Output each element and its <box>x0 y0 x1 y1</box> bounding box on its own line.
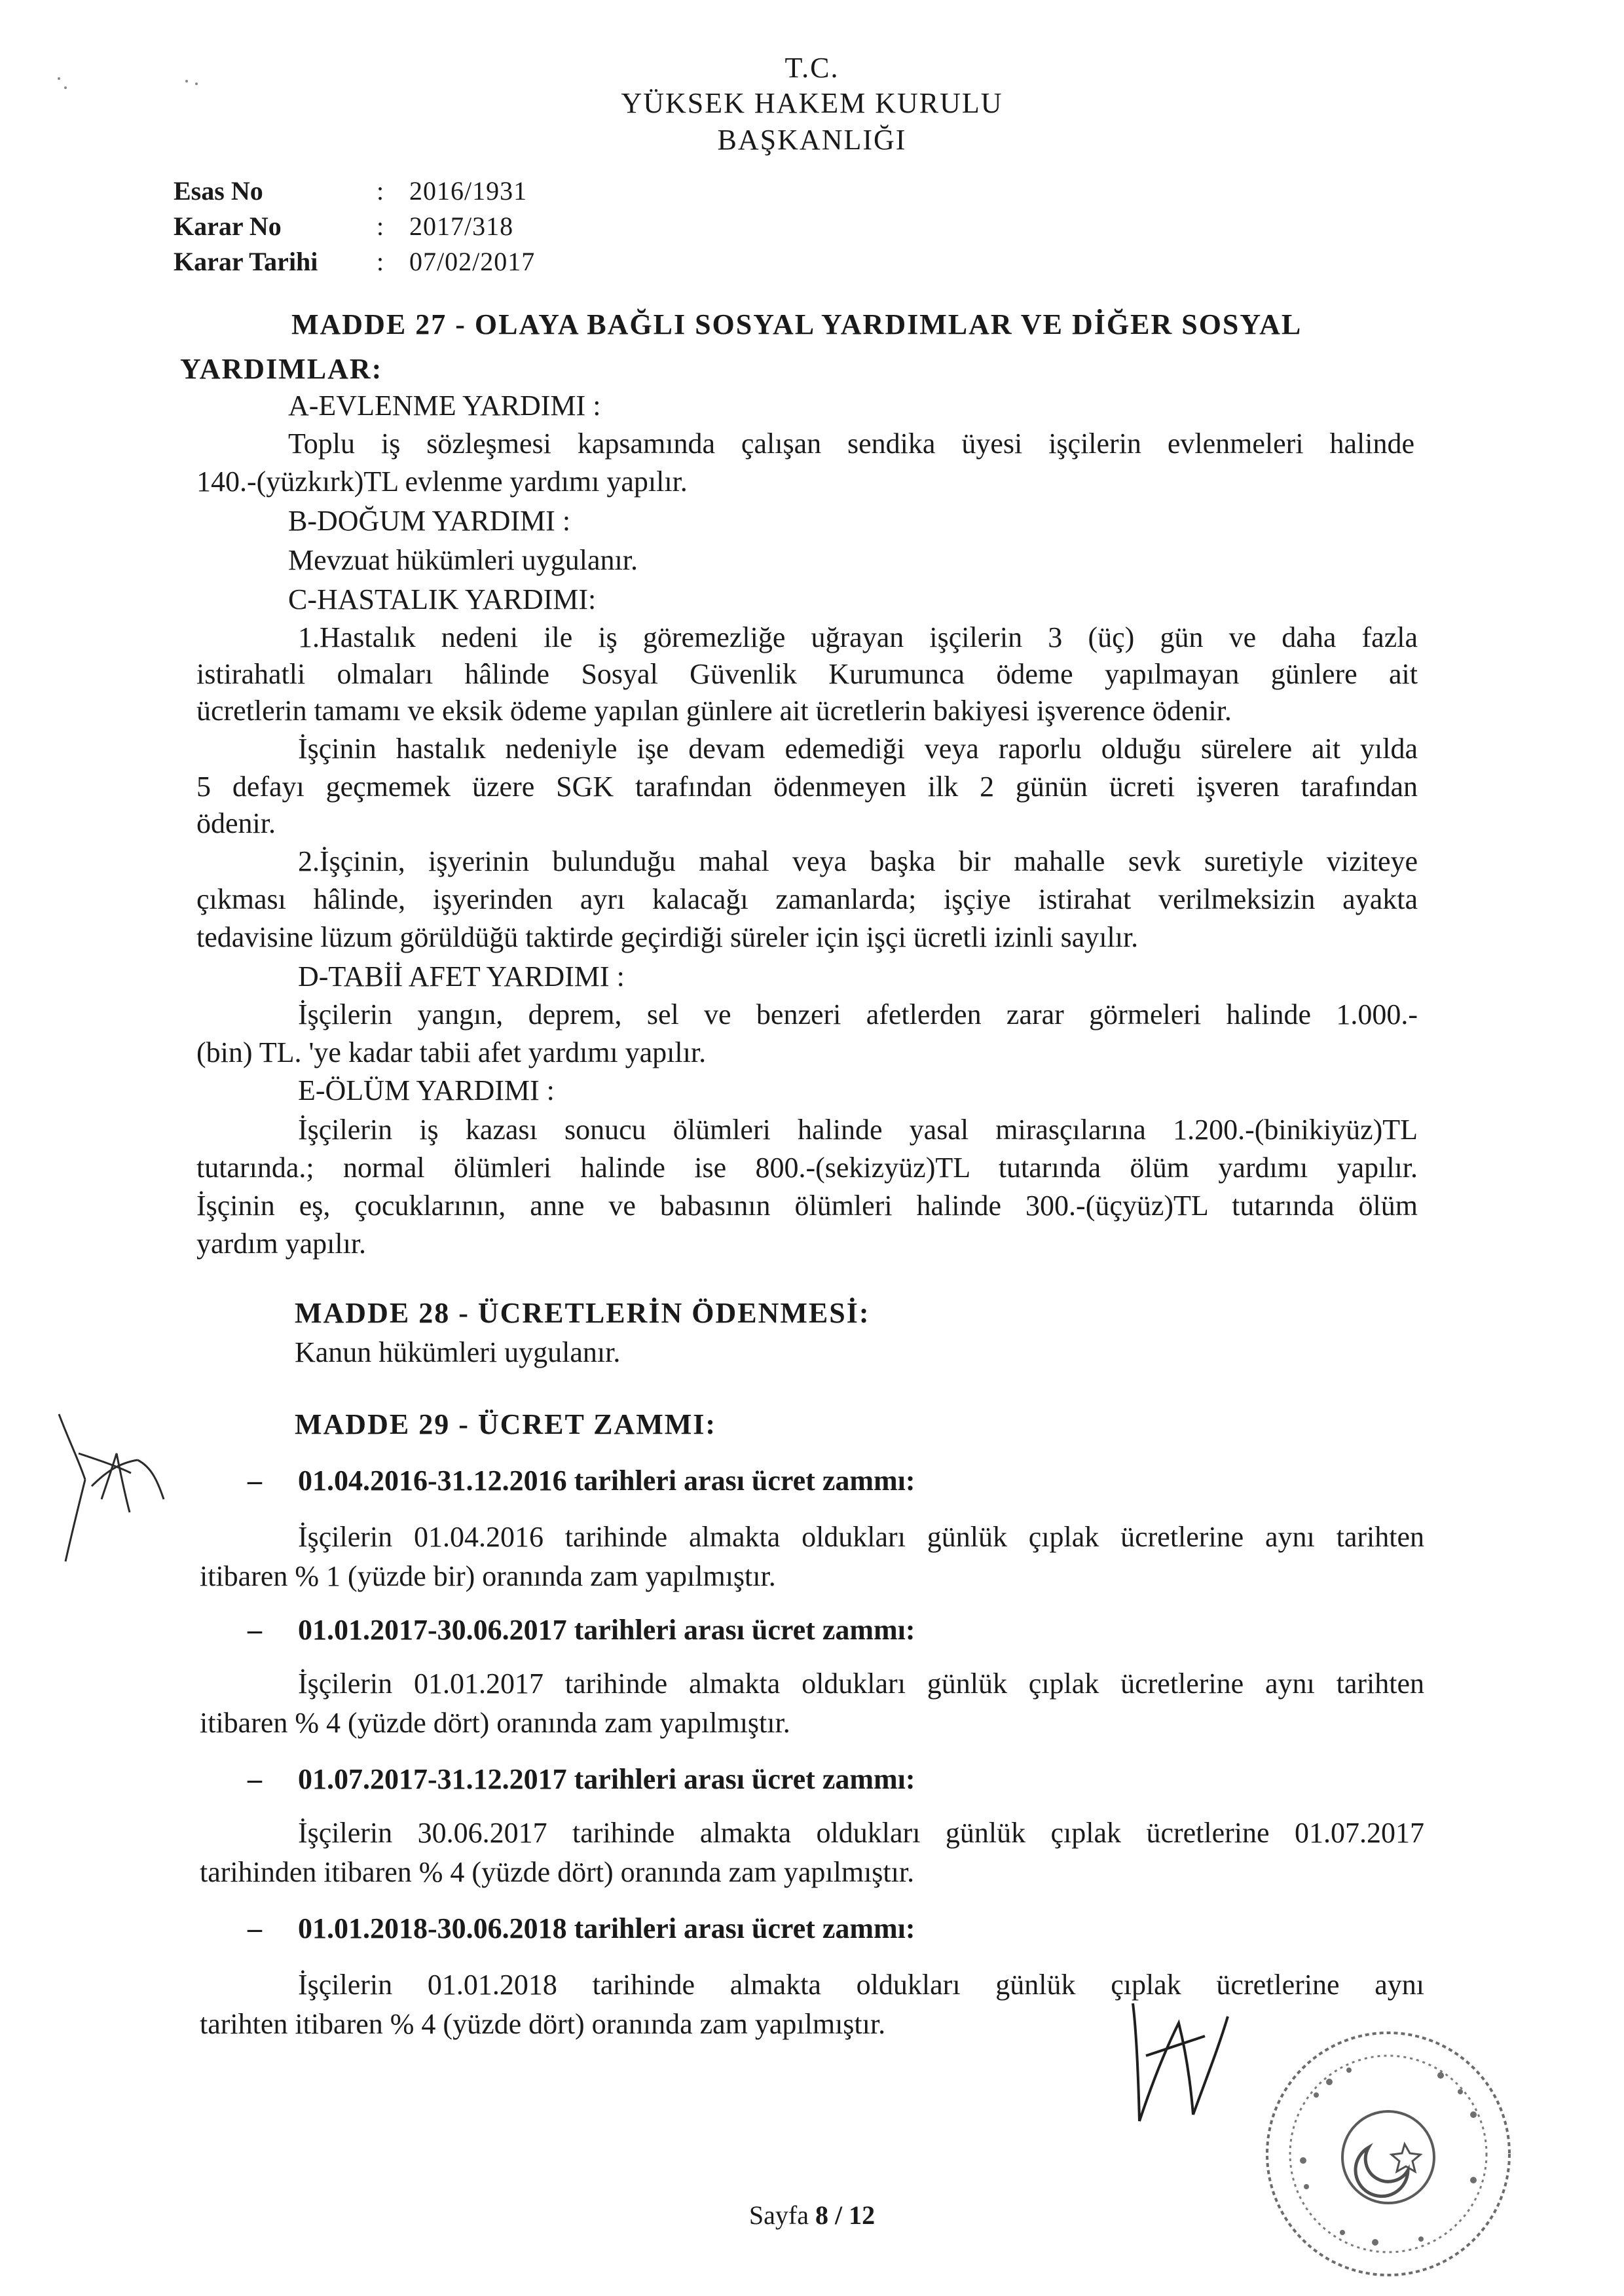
c2-line2: çıkması hâlinde, işyerinden ayrı kalacağı zamanlarda; işçiye istirahat verilmeksizin ayakta <box>196 883 1418 915</box>
d-heading: D-TABİİ AFET YARDIMI : <box>298 960 625 993</box>
item3-line2: tarihinden itibaren % 4 (yüzde dört) oranında zam yapılmıştır. <box>200 1856 915 1888</box>
c1b-line3: ödenir. <box>196 807 276 839</box>
item2-dash: – <box>248 1614 262 1646</box>
e-line1: İşçilerin iş kazası sonucu ölümleri halinde yasal mirasçılarına 1.200.-(binikiyüz)TL <box>298 1114 1418 1146</box>
e-line3: İşçinin eş, çocuklarının, anne ve babasının ölümleri halinde 300.-(üçyüz)TL tutarında ölüm <box>196 1190 1418 1222</box>
header-institution: YÜKSEK HAKEM KURULU <box>621 87 1003 119</box>
signature <box>1107 1977 1238 2134</box>
item4-line2: tarihten itibaren % 4 (yüzde dört) oranında zam yapılmıştır. <box>200 2008 886 2040</box>
esas-no-value: 2016/1931 <box>409 176 528 206</box>
karar-tarihi-label: Karar Tarihi <box>174 247 318 276</box>
madde29-title: MADDE 29 - ÜCRET ZAMMI: <box>295 1408 717 1440</box>
item4-line1: İşçilerin 01.01.2018 tarihinde almakta oldukları günlük çıplak ücretlerine aynı <box>298 1969 1424 2001</box>
item3-heading: 01.07.2017-31.12.2017 tarihleri arası ücret zammı: <box>298 1763 915 1795</box>
madde28-title: MADDE 28 - ÜCRETLERİN ÖDENMESİ: <box>295 1297 870 1329</box>
karar-tarihi-sep: : <box>377 247 384 276</box>
scan-specks <box>46 65 203 105</box>
margin-initial-signature <box>39 1401 170 1571</box>
karar-no-row <box>174 211 513 242</box>
d-line1: İşçilerin yangın, deprem, sel ve benzeri afetlerden zarar görmeleri halinde 1.000.- <box>298 998 1418 1030</box>
item2-heading: 01.01.2017-30.06.2017 tarihleri arası ücret zammı: <box>298 1614 915 1646</box>
c2-line1: 2.İşçinin, işyerinin bulunduğu mahal veya başka bir mahalle sevk suretiyle viziteye <box>298 845 1418 877</box>
official-stamp-seal <box>1244 2016 1532 2291</box>
karar-tarihi-row <box>174 246 535 277</box>
madde27-title-cont: YARDIMLAR: <box>180 353 383 385</box>
a-heading: A-EVLENME YARDIMI : <box>288 390 601 422</box>
esas-no-label: Esas No <box>174 176 263 206</box>
item4-heading: 01.01.2018-30.06.2018 tarihleri arası ücret zammı: <box>298 1912 915 1944</box>
item3-line1: İşçilerin 30.06.2017 tarihinde almakta oldukları günlük çıplak ücretlerine 01.07.2017 <box>298 1817 1424 1849</box>
page-number: 8 / 12 <box>815 2200 876 2230</box>
karar-no-label: Karar No <box>174 211 282 241</box>
a-paragraph-line2: 140.-(yüzkırk)TL evlenme yardımı yapılır. <box>196 465 688 498</box>
c1-line2: istirahatli olmaları hâlinde Sosyal Güvenlik Kurumunca ödeme yapılmayan günlere ait <box>196 658 1418 690</box>
b-paragraph: Mevzuat hükümleri uygulanır. <box>288 544 638 576</box>
item1-dash: – <box>248 1465 262 1497</box>
karar-tarihi-value: 07/02/2017 <box>409 247 536 276</box>
item3-dash: – <box>248 1763 262 1795</box>
a-paragraph-line1: Toplu iş sözleşmesi kapsamında çalışan sendika üyesi işçilerin evlenmeleri halinde <box>288 428 1414 460</box>
esas-no-row <box>174 175 527 206</box>
header-department: BAŞKANLIĞI <box>717 124 907 156</box>
page-label: Sayfa <box>748 2200 815 2230</box>
madde28-text: Kanun hükümleri uygulanır. <box>295 1336 621 1368</box>
item2-line1: İşçilerin 01.01.2017 tarihinde almakta oldukları günlük çıplak ücretlerine aynı tarihten <box>298 1667 1424 1700</box>
e-line2: tutarında.; normal ölümleri halinde ise 800.-(sekizyüz)TL tutarında ölüm yardımı yapılır. <box>196 1152 1418 1184</box>
karar-no-value: 2017/318 <box>409 211 514 241</box>
item1-line2: itibaren % 1 (yüzde bir) oranında zam yapılmıştır. <box>200 1560 776 1592</box>
c1b-line1: İşçinin hastalık nedeniyle işe devam edemediği veya raporlu olduğu sürelere ait yılda <box>298 733 1418 765</box>
e-line4: yardım yapılır. <box>196 1228 367 1260</box>
esas-no-sep: : <box>377 176 384 206</box>
item1-line1: İşçilerin 01.04.2016 tarihinde almakta oldukları günlük çıplak ücretlerine aynı tarihten <box>298 1521 1424 1553</box>
karar-no-sep: : <box>377 211 384 241</box>
d-line2: (bin) TL. 'ye kadar tabii afet yardımı yapılır. <box>196 1036 707 1068</box>
madde27-title: MADDE 27 - OLAYA BAĞLI SOSYAL YARDIMLAR VE DİĞER SOSYAL <box>291 308 1302 340</box>
e-heading: E-ÖLÜM YARDIMI : <box>298 1074 555 1106</box>
b-heading: B-DOĞUM YARDIMI : <box>288 505 571 537</box>
c2-line3: tedavisine lüzum görüldüğü taktirde geçirdiği süreler için işçi ücretli izinli sayılır. <box>196 921 1139 953</box>
c1-line3: ücretlerin tamamı ve eksik ödeme yapılan günlere ait ücretlerin bakiyesi işverence ödenir. <box>196 695 1232 727</box>
c-heading: C-HASTALIK YARDIMI: <box>288 583 597 615</box>
c1b-line2: 5 defayı geçmemek üzere SGK tarafından ödenmeyen ilk 2 günün ücreti işveren tarafından <box>196 771 1418 803</box>
item1-heading: 01.04.2016-31.12.2016 tarihleri arası ücret zammı: <box>298 1465 915 1497</box>
item2-line2: itibaren % 4 (yüzde dört) oranında zam yapılmıştır. <box>200 1707 790 1739</box>
item4-dash: – <box>248 1912 262 1944</box>
header-tc: T.C. <box>784 52 840 84</box>
c1-line1: 1.Hastalık nedeni ile iş göremezliğe uğrayan işçilerin 3 (üç) gün ve daha fazla <box>298 621 1418 653</box>
